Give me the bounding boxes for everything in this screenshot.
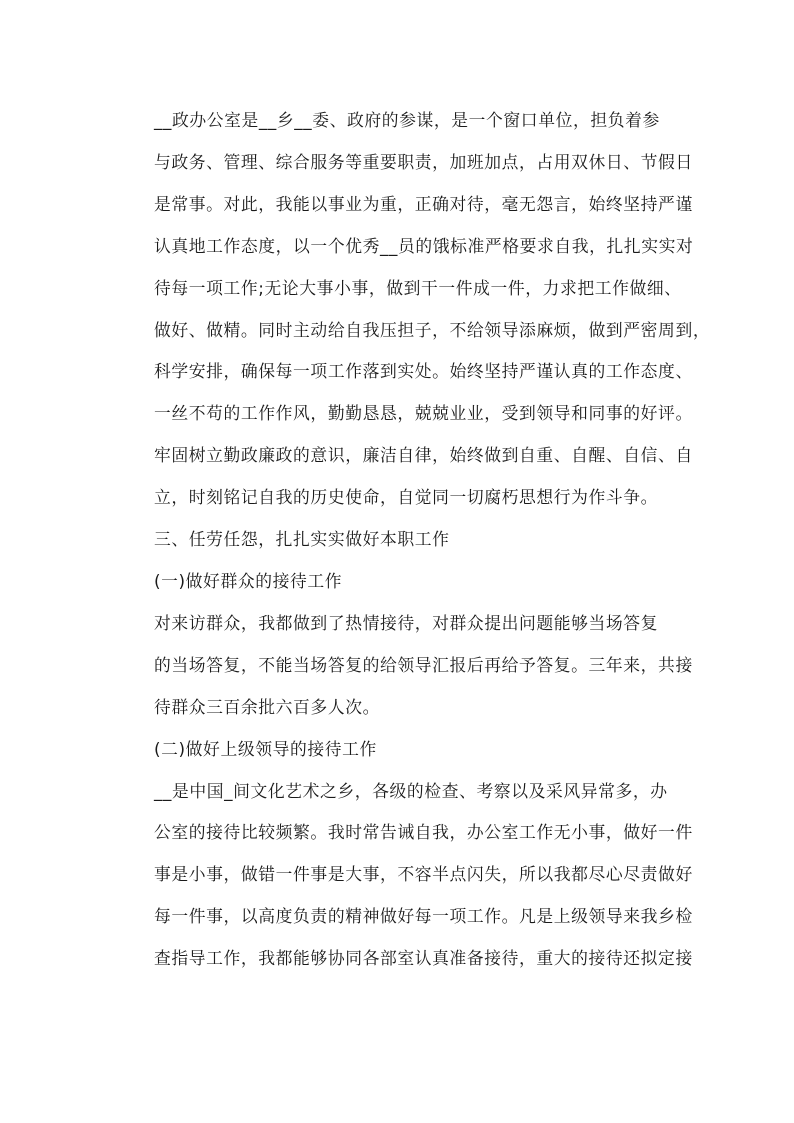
text-line: 待群众三百余批六百多人次。 <box>154 696 380 717</box>
subheading-receive-masses <box>120 561 676 603</box>
text-line: 事是小事，做错一件事是大事，不容半点闪失，所以我都尽心尽责做好 <box>154 864 693 885</box>
text-line: 三、任劳任怨，扎扎实实做好本职工作 <box>154 529 450 550</box>
text-line: 对来访群众，我都做到了热情接待，对群众提出问题能够当场答复 <box>154 612 659 633</box>
text-line: 认真地工作态度，以一个优秀__员的饿标准严格要求自我，扎扎实实对 <box>154 235 694 256</box>
text-line: 立，时刻铭记自我的历史使命，自觉同一切腐朽思想行为作斗争。 <box>154 487 659 508</box>
text-line: __政办公室是__乡__委、政府的参谋，是一个窗口单位，担负着参 <box>154 110 660 130</box>
subheading-receive-leaders <box>120 729 676 771</box>
text-line: 一丝不苟的工作作风，勤勤恳恳，兢兢业业，受到领导和同事的好评。 <box>154 403 693 424</box>
text-line: 待每一项工作;无论大事小事，做到干一件成一件，力求把工作做细、 <box>154 277 682 298</box>
text-line: 公室的接待比较频繁。我时常告诫自我，办公室工作无小事，做好一件 <box>154 822 693 843</box>
text-line: __是中国_间文化艺术之乡，各级的检查、考察以及采风异常多，办 <box>154 780 668 801</box>
text-line: 的当场答复，不能当场答复的给领导汇报后再给予答复。三年来，共接 <box>154 654 693 675</box>
paragraph-receive-leaders <box>120 771 693 981</box>
text-line: (一)做好群众的接待工作 <box>154 570 343 591</box>
paragraph-office-role <box>120 100 711 519</box>
text-line: 每一件事，以高度负责的精神做好每一项工作。凡是上级领导来我乡检 <box>154 906 693 927</box>
text-line: 科学安排，确保每一项工作落到实处。始终坚持严谨认真的工作态度、 <box>154 361 693 382</box>
section-heading-three <box>120 519 676 561</box>
text-line: 做好、做精。同时主动给自我压担子，不给领导添麻烦，做到严密周到， <box>154 319 711 340</box>
text-line: 与政务、管理、综合服务等重要职责，加班加点，占用双休日、节假日 <box>154 151 693 172</box>
text-line: 是常事。对此，我能以事业为重，正确对待，毫无怨言，始终坚持严谨 <box>154 193 693 214</box>
text-line: (二)做好上级领导的接待工作 <box>154 738 377 759</box>
text-line: 查指导工作，我都能够协同各部室认真准备接待，重大的接待还拟定接 <box>154 948 693 969</box>
document-body <box>120 100 711 980</box>
paragraph-receive-masses <box>120 603 693 729</box>
text-line: 牢固树立勤政廉政的意识，廉洁自律，始终做到自重、自醒、自信、自 <box>154 445 693 466</box>
